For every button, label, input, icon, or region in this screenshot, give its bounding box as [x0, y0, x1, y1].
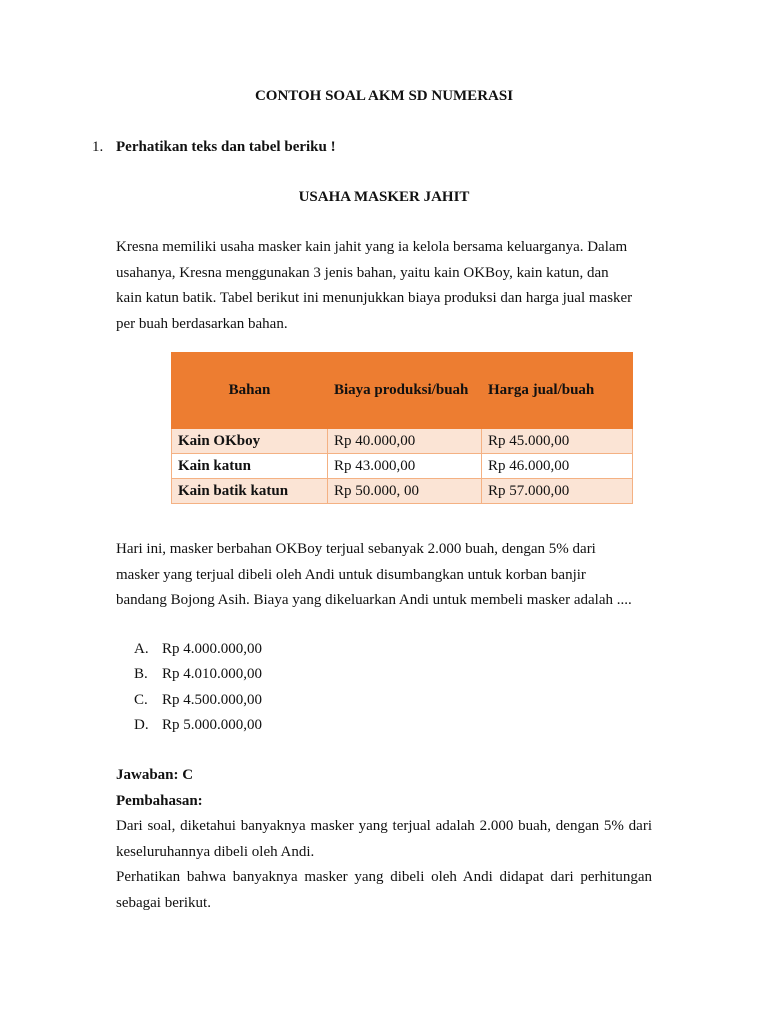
option-d[interactable] — [134, 713, 262, 738]
discussion-paragraph: Perhatikan bahwa banyaknya masker yang dibeli oleh Andi didapat dari perhitungan sebagai berikut. — [116, 869, 652, 911]
intro-line: kain katun batik. Tabel berikut ini menunjukkan biaya produksi dan harga jual masker — [116, 290, 633, 306]
problem-line: Hari ini, masker berbahan OKBoy terjual sebanyak 2.000 buah, dengan 5% dari — [116, 541, 596, 557]
table-header-cell: Biaya produksi/buah — [328, 353, 482, 429]
table-cell: Kain OKboy — [172, 429, 328, 454]
intro-line: per buah berdasarkan bahan. — [116, 315, 288, 332]
table-cell: Rp 40.000,00 — [328, 429, 482, 454]
option-letter: C. — [134, 691, 148, 708]
option-letter: D. — [134, 716, 149, 733]
option-letter: B. — [134, 666, 148, 683]
table-row — [172, 454, 633, 479]
discussion-paragraph: Dari soal, diketahui banyaknya masker yang terjual adalah 2.000 buah, dengan 5% dari keseluruhannya dibeli oleh Andi. — [116, 818, 652, 860]
problem-line: bandang Bojong Asih. Biaya yang dikeluarkan Andi untuk membeli masker adalah .... — [116, 592, 632, 608]
option-text: Rp 5.000.000,00 — [162, 716, 263, 733]
table-cell: Kain katun — [172, 454, 328, 479]
option-text: Rp 4.500.000,00 — [162, 691, 263, 708]
intro-paragraph — [116, 235, 652, 337]
table-cell: Rp 46.000,00 — [482, 454, 633, 479]
table-header-cell: Bahan — [172, 353, 328, 429]
option-b[interactable] — [134, 662, 262, 687]
table-header-cell: Harga jual/buah — [482, 353, 633, 429]
table-header-row — [172, 353, 633, 429]
answer-options — [134, 637, 262, 738]
option-a[interactable] — [134, 637, 262, 662]
document-title: CONTOH SOAL AKM SD NUMERASI — [254, 88, 514, 104]
table-cell: Rp 50.000, 00 — [328, 479, 482, 504]
table-cell: Rp 43.000,00 — [328, 454, 482, 479]
discussion-label: Pembahasan: — [116, 792, 203, 809]
table-cell: Kain batik katun — [172, 479, 328, 504]
option-c[interactable] — [134, 688, 262, 713]
question-number: 1. — [92, 139, 104, 155]
problem-line: masker yang terjual dibeli oleh Andi untuk disumbangkan untuk korban banjir — [116, 566, 586, 583]
option-text: Rp 4.010.000,00 — [162, 666, 263, 683]
problem-paragraph — [116, 537, 652, 614]
intro-line: usahanya, Kresna menggunakan 3 jenis bahan, yaitu kain OKBoy, kain katun, dan — [116, 264, 609, 281]
option-text: Rp 4.000.000,00 — [162, 641, 263, 657]
intro-line: Kresna memiliki usaha masker kain jahit yang ia kelola bersama keluarganya. Dalam — [116, 239, 628, 255]
table-cell: Rp 45.000,00 — [482, 429, 633, 454]
cost-price-table — [171, 352, 633, 504]
discussion-section — [116, 763, 652, 916]
answer-label: Jawaban: C — [116, 767, 194, 783]
table-row — [172, 429, 633, 454]
question-instruction: Perhatikan teks dan tabel beriku ! — [116, 139, 336, 155]
table-cell: Rp 57.000,00 — [482, 479, 633, 504]
section-subtitle: USAHA MASKER JAHIT — [298, 189, 470, 205]
option-letter: A. — [134, 641, 149, 657]
table-row — [172, 479, 633, 504]
